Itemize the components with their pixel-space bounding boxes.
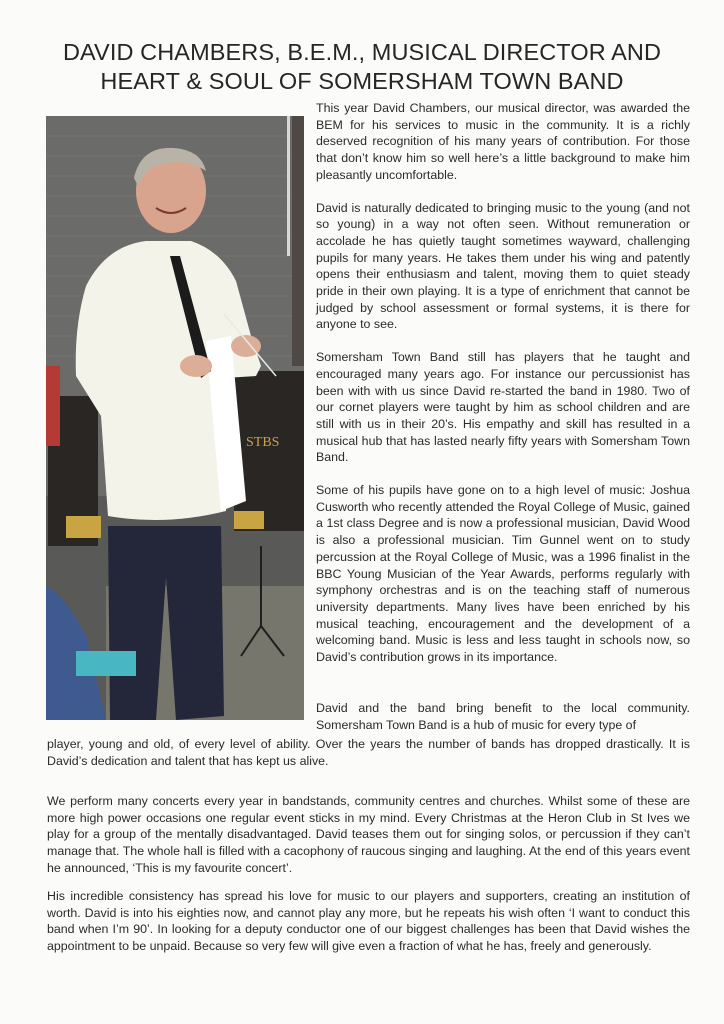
photo-teal-chair (76, 651, 136, 676)
photo-david-chambers (46, 116, 304, 720)
paragraph-consistency: His incredible consistency has spread his love for music to our players and supporters, creating an institution of worth. David is into his eighties now, and cannot play any more, but he repeats his wish often ‘I want to conduct this band when I’m 90’. In looking for a deputy conductor one of our biggest challenges has been that David wishes the appointment to be unpaid. Because so very few will give even a fraction of what he has, freely and generously. (47, 889, 690, 954)
title-line-1: DAVID CHAMBERS, B.E.M., MUSICAL DIRECTOR AND (62, 39, 662, 65)
community-paragraph-head-block (316, 700, 690, 733)
community-paragraph-tail-block (47, 736, 690, 769)
paragraph-concerts: We perform many concerts every year in bandstands, community centres and churches. Whilst some of these are more high power occasions one regular event sticks in my mind. Every Christmas at the Heron Club in St Ives we play for a group of the mentally disadvantaged. David teases them out for singing solos, or percussion if they can’t manage that. The whole hall is filled with a cacophony of raucous singing and laughing. At the end of this years event he announced, ‘This is my favourite concert’. (47, 794, 690, 875)
right-column (316, 100, 690, 682)
photo-banner-fringe-left (66, 516, 101, 538)
paragraph-community-head: David and the band bring benefit to the local community. Somersham Town Band is a hub of music for every type of (316, 701, 690, 732)
photo-wall-pipe (287, 116, 290, 256)
paragraph-players: Somersham Town Band still has players that he taught and encouraged many years ago. For instance our percussionist has been with with us since David re-started the band in 1980. Two of our cornet players were taught by him as school children and are still with us in their 20’s. His empathy and skill has resulted in a musical hub that has lasted nearly fifty years with Somersham Town Band. (316, 350, 690, 465)
concerts-paragraph-block (47, 793, 690, 877)
photo-red-figure (46, 366, 60, 446)
paragraph-community-tail: player, young and old, of every level of ability. Over the years the number of bands has dropped drastically. It is David’s dedication and talent that has kept us alive. (47, 737, 690, 768)
consistency-paragraph-block (47, 888, 690, 955)
photo-right-wall (292, 116, 304, 366)
article-title (30, 38, 694, 96)
paragraph-pupils: Some of his pupils have gone on to a high level of music: Joshua Cusworth who recently attended the Royal College of Music, gained a 1st class Degree and is now a professional musician, David Wood is also a professional musician. Tim Gunnel went on to study percussion at the Royal College of Music, was a 1996 finalist in the BBC Young Musician of the Year Awards, performs regularly with symphony orchestras and is on the teaching staff of numerous university departments. Many lives have been enriched by his musical teaching, encouragement and the development of a welcoming band. Music is less and less taught in schools now, so David’s contribution grows in its importance. (316, 483, 690, 665)
photo-banner-text: STBS (246, 435, 280, 450)
photo-banner-fringe-right (234, 511, 264, 529)
photo-band-banner (234, 371, 304, 531)
paragraph-bem-award: This year David Chambers, our musical director, was awarded the BEM for his services to music in the community. It is a richly deserved recognition of his many years of contribution. For those that don’t know him so well here’s a little background to make him pleasantly uncomfortable. (316, 101, 690, 182)
paragraph-dedication: David is naturally dedicated to bringing music to the young (and not so young) in a way not often seen. Without remuneration or accolade he has quietly taught sometimes wayward, challenging pupils for many years. He takes them under his wing and patently opens their enthusiasm and talent, moving them to quiet steady pride in their own playing. It is a type of enrichment that cannot be judged by school assessment or formal systems, it is there for anyone to see. (316, 200, 690, 332)
title-line-2: HEART & SOUL OF SOMERSHAM TOWN BAND (100, 68, 624, 94)
photo-left-hand (180, 355, 212, 377)
photo-illustration (46, 116, 304, 720)
